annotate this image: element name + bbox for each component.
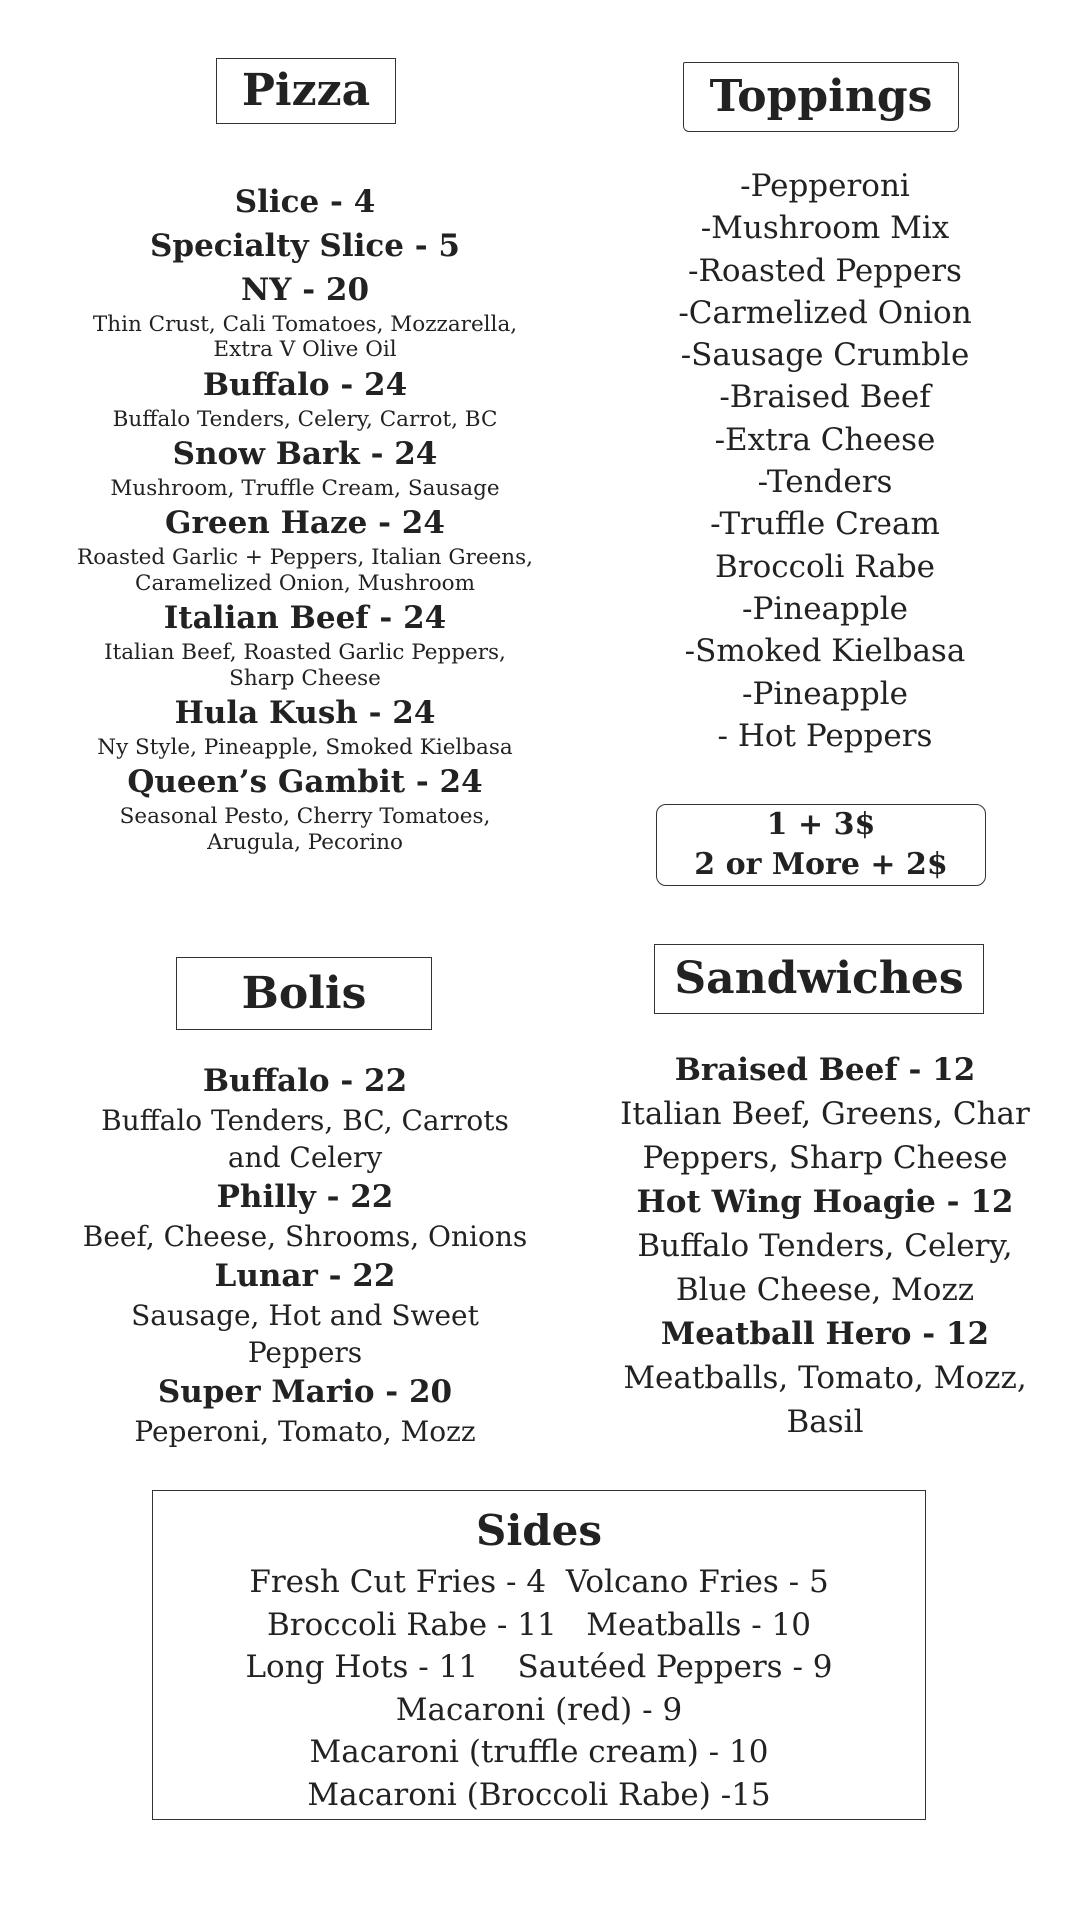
topping-item: -Truffle Cream	[710, 506, 940, 543]
item-title: Slice - 4	[234, 184, 376, 220]
menu-item	[40, 224, 570, 268]
sides-row: Macaroni (red) - 9	[395, 1691, 683, 1728]
menu-item	[590, 1180, 1060, 1312]
sides-row: Broccoli Rabe - 11 Meatballs - 10	[267, 1606, 811, 1643]
item-description: Buffalo Tenders, Celery, Carrot, BC	[112, 406, 498, 432]
sandwiches-heading-text: Sandwiches	[674, 953, 964, 1004]
bolis-heading	[176, 957, 432, 1030]
menu-item	[40, 268, 570, 363]
item-description: Buffalo Tenders, BC, Carrots and Celery	[101, 1104, 509, 1174]
item-title: Braised Beef - 12	[674, 1052, 976, 1088]
topping-item: -Roasted Peppers	[688, 252, 962, 289]
topping-item: -Sausage Crumble	[680, 337, 970, 374]
topping-item: -Pineapple	[742, 675, 908, 712]
sides-box	[152, 1490, 926, 1820]
topping-item: -Pineapple	[742, 590, 908, 627]
item-title: Italian Beef - 24	[163, 600, 447, 637]
item-description: Beef, Cheese, Shrooms, Onions	[82, 1220, 528, 1253]
menu-item	[40, 180, 570, 224]
item-description: Meatballs, Tomato, Mozz, Basil	[623, 1360, 1027, 1440]
topping-item: Broccoli Rabe	[714, 548, 936, 585]
sides-heading: Sides	[475, 1506, 603, 1555]
item-description: Peperoni, Tomato, Mozz	[134, 1415, 476, 1448]
menu-item	[590, 1312, 1060, 1444]
sandwiches-list	[590, 1048, 1060, 1444]
topping-item: -Carmelized Onion	[678, 294, 972, 331]
topping-price-single: 1 + 3$	[766, 807, 876, 842]
pizza-heading-text: Pizza	[241, 65, 371, 116]
topping-price-box	[656, 804, 986, 886]
toppings-heading-text: Toppings	[709, 71, 933, 122]
item-title: Buffalo - 22	[202, 1063, 408, 1099]
topping-item: -Tenders	[757, 464, 893, 501]
toppings-list	[640, 165, 1010, 757]
menu-item	[40, 1255, 570, 1371]
menu-item	[40, 363, 570, 432]
item-title: Hula Kush - 24	[174, 694, 436, 731]
item-title: Hot Wing Hoagie - 12	[636, 1184, 1014, 1220]
item-description: Buffalo Tenders, Celery, Blue Cheese, Mozz	[637, 1228, 1013, 1308]
item-title: Meatball Hero - 12	[660, 1316, 990, 1352]
bolis-heading-text: Bolis	[241, 968, 367, 1019]
item-description: Seasonal Pesto, Cherry Tomatoes, Arugula, Pecorino	[119, 804, 491, 855]
topping-price-multiple: 2 or More + 2$	[694, 847, 948, 882]
item-title: Green Haze - 24	[165, 505, 445, 542]
topping-item: -Extra Cheese	[714, 421, 936, 458]
item-description: Italian Beef, Roasted Garlic Peppers, Sharp Cheese	[104, 640, 506, 691]
menu-item	[40, 1176, 570, 1255]
item-description: Sausage, Hot and Sweet Peppers	[131, 1299, 479, 1369]
topping-item: -Mushroom Mix	[700, 210, 950, 247]
item-title: Queen’s Gambit - 24	[127, 764, 483, 801]
menu-item	[40, 501, 570, 596]
item-description: Ny Style, Pineapple, Smoked Kielbasa	[97, 734, 513, 760]
bolis-list	[40, 1060, 570, 1450]
menu-item	[40, 760, 570, 855]
item-description: Roasted Garlic + Peppers, Italian Greens, Caramelized Onion, Mushroom	[77, 545, 533, 596]
sides-row: Macaroni (Broccoli Rabe) -15	[307, 1776, 771, 1813]
menu-item	[40, 432, 570, 501]
item-description: Thin Crust, Cali Tomatoes, Mozzarella, Extra V Olive Oil	[92, 312, 518, 363]
pizza-list	[40, 180, 570, 855]
menu-item	[40, 691, 570, 760]
sandwiches-heading	[654, 944, 984, 1014]
sides-row: Long Hots - 11 Sautéed Peppers - 9	[245, 1649, 833, 1685]
item-title: Snow Bark - 24	[172, 436, 438, 473]
topping-item: -Braised Beef	[719, 379, 931, 416]
menu-item	[40, 596, 570, 691]
pizza-heading	[216, 58, 396, 124]
toppings-heading	[683, 62, 959, 132]
menu-item	[40, 1371, 570, 1450]
item-title: Philly - 22	[216, 1179, 394, 1215]
sides-row: Macaroni (truffle cream) - 10	[309, 1734, 769, 1770]
item-title: Buffalo - 24	[202, 366, 408, 403]
item-description: Mushroom, Truffle Cream, Sausage	[110, 476, 500, 502]
topping-item: -Pepperoni	[740, 168, 910, 204]
item-title: Specialty Slice - 5	[150, 228, 460, 264]
menu-item	[40, 1060, 570, 1176]
item-title: NY - 20	[240, 272, 370, 308]
item-title: Super Mario - 20	[157, 1374, 453, 1410]
topping-item: - Hot Peppers	[717, 717, 933, 754]
item-title: Lunar - 22	[214, 1258, 396, 1294]
sides-row: Fresh Cut Fries - 4 Volcano Fries - 5	[249, 1564, 829, 1600]
item-description: Italian Beef, Greens, Char Peppers, Sharp Cheese	[620, 1096, 1030, 1176]
menu-item	[590, 1048, 1060, 1180]
topping-item: -Smoked Kielbasa	[684, 633, 966, 670]
